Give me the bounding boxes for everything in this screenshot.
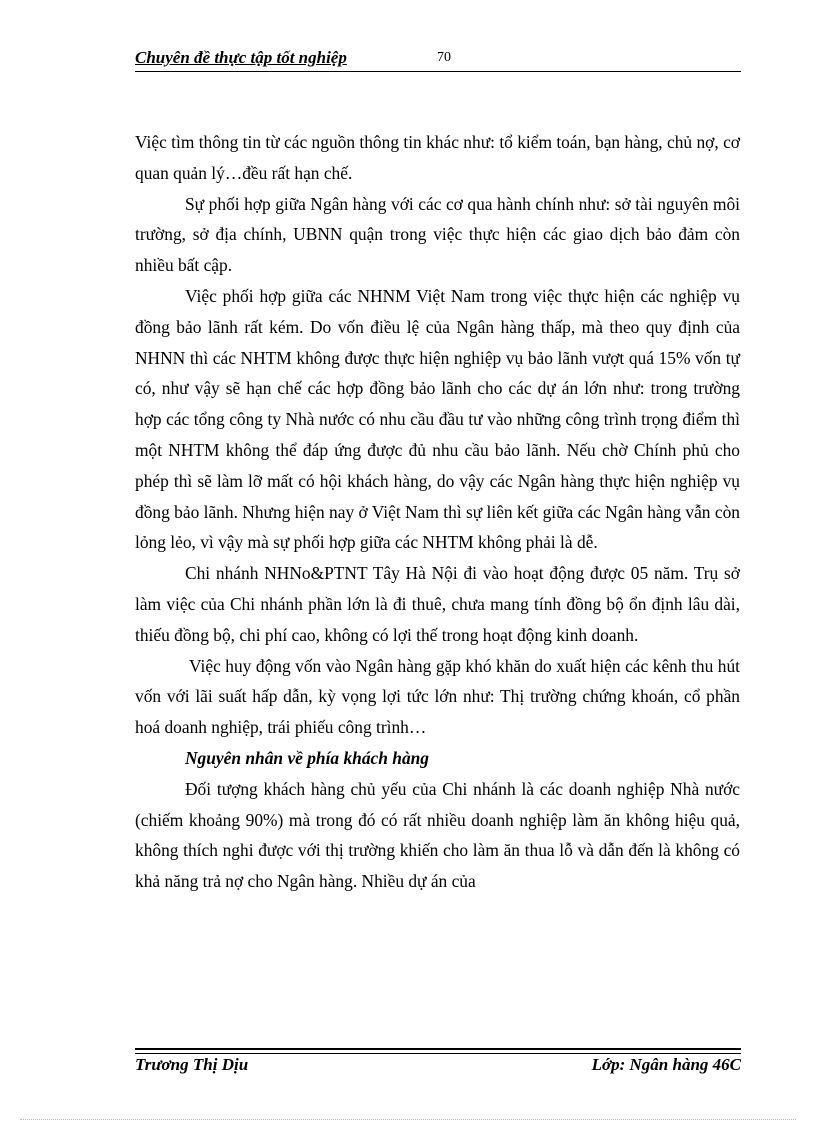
- header-title: Chuyên đề thực tập tốt nghiệp: [135, 48, 347, 67]
- paragraph-6: Đối tượng khách hàng chủ yếu của Chi nhánh là các doanh nghiệp Nhà nước (chiếm khoảng 90%) mà trong đó có rất nhiều doanh nghiệp làm ăn không hiệu quả, không thích nghi được với thị trường khiến cho làm ăn thua lỗ và dẫn đến là không có khả năng trả nợ cho Ngân hàng. Nhiều dự án của: [135, 778, 740, 892]
- page-number: 70: [437, 50, 451, 65]
- footer-divider-thin: [135, 1053, 741, 1054]
- paragraph-1: Việc tìm thông tin từ các nguồn thông tin khác như: tổ kiểm toán, bạn hàng, chủ nợ, cơ quan quản lý…đều rất hạn chế.: [135, 132, 740, 183]
- footer-divider-thick: [135, 1048, 741, 1050]
- page-footer: [135, 1055, 741, 1079]
- footer-class: Lớp: Ngân hàng 46C: [591, 1055, 741, 1074]
- paragraph-2: Sự phối hợp giữa Ngân hàng với các cơ qua hành chính như: sở tài nguyên môi trường, sở địa chính, UBNN quận trong việc thực hiện các giao dịch bảo đảm còn nhiều bất cập.: [135, 193, 740, 276]
- page-header: [135, 46, 741, 74]
- section-subheading: Nguyên nhân về phía khách hàng: [185, 747, 430, 768]
- paragraph-5: Việc huy động vốn vào Ngân hàng gặp khó khăn do xuất hiện các kênh thu hút vốn với lãi suất hấp dẫn, kỳ vọng lợi tức lớn như: Thị trường chứng khoán, cổ phần hoá doanh nghiệp, trái phiếu công trình…: [135, 655, 740, 738]
- header-divider: [135, 71, 741, 72]
- page-edge-dots: [20, 1119, 796, 1120]
- paragraph-4: Chi nhánh NHNo&PTNT Tây Hà Nội đi vào hoạt động được 05 năm. Trụ sở làm việc của Chi nhánh phần lớn là đi thuê, chưa mang tính đồng bộ ổn định lâu dài, thiếu đồng bộ, chi phí cao, không có lợi thế trong hoạt động kinh doanh.: [135, 563, 740, 645]
- paragraph-3: Việc phối hợp giữa các NHNM Việt Nam trong việc thực hiện các nghiệp vụ đồng bảo lãnh rất kém. Do vốn điều lệ của Ngân hàng thấp, mà theo quy định của NHNN thì các NHTM không được thực hiện nghiệp vụ bảo lãnh vượt quá 15% vốn tự có, như vậy sẽ hạn chế các hợp đồng bảo lãnh cho các dự án lớn như: trong trường hợp các tổng công ty Nhà nước có nhu cầu đầu tư vào những công trình trọng điểm thì một NHTM không thể đáp ứng được đủ nhu cầu bảo lãnh. Nếu chờ Chính phủ cho phép thì sẽ làm lỡ mất có hội khách hàng, do vậy các Ngân hàng thực hiện nghiệp vụ đồng bảo lãnh. Nhưng hiện nay ở Việt Nam thì sự liên kết giữa các Ngân hàng vẫn còn lỏng lẻo, vì vậy mà sự phối hợp giữa các NHTM không phải là dễ.: [135, 285, 740, 553]
- footer-author: Trương Thị Dịu: [135, 1055, 249, 1074]
- document-body: [135, 127, 740, 897]
